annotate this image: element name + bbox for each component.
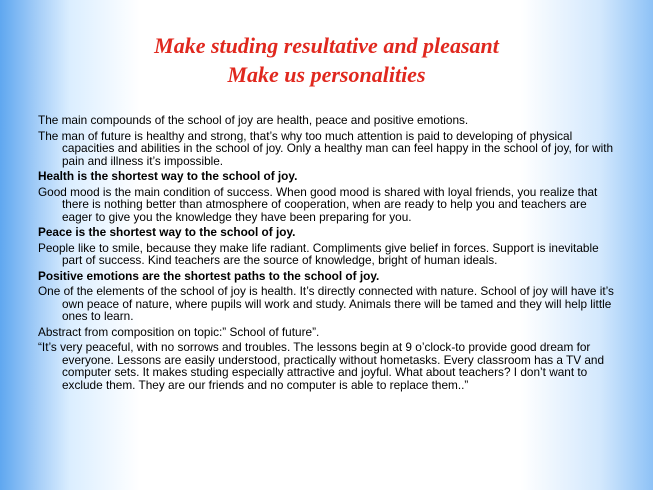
- slide-title: [0, 31, 653, 89]
- title-line-2: Make us personalities: [227, 62, 426, 87]
- quote-paragraph: “It’s very peaceful, with no sorrows and troubles. The lessons begin at 9 o’clock-to provide good dream for everyone. Lessons are easily understood, practically without hometasks. Every classroom has a TV and computer sets. It makes studing especially attractive and joyful. What about teachers? I don’t want to exclude them. They are our friends and no computer is able to replace them..”: [38, 340, 605, 392]
- section-heading: Positive emotions are the shortest paths to the school of joy.: [38, 268, 380, 283]
- section-heading: Peace is the shortest way to the school of joy.: [38, 225, 296, 239]
- title-line-1: Make studing resultative and pleasant: [154, 33, 499, 58]
- paragraph: Good mood is the main condition of success. When good mood is shared with loyal friends, you realize that there is nothing better than atmosphere of cooperation, when are ready to help you and teachers are eager to give you the knowledge they have been preparing for you.: [38, 184, 598, 224]
- paragraph: Abstract from composition on topic:” School of future”.: [38, 324, 320, 339]
- paragraph: People like to smile, because they make life radiant. Compliments give belief in forces. Support is inevitable part of success. Kind teachers are the source of knowledge, bright of human ideals.: [38, 240, 599, 267]
- slide-body: [38, 114, 616, 394]
- paragraph: One of the elements of the school of joy is health. It’s directly connected with nature. School of joy will have it’s own peace of nature, where pupils will work and study. Animals there will be tamed and they will help little ones to learn.: [38, 284, 614, 323]
- paragraph: The man of future is healthy and strong, that’s why too much attention is paid to developing of physical capacities and abilities in the school of joy. Only a healthy man can feel happy in the school of joy, for with pain and illness it’s impossible.: [38, 128, 614, 168]
- section-heading: Health is the shortest way to the school of joy.: [38, 169, 298, 183]
- paragraph: The main compounds of the school of joy are health, peace and positive emotions.: [38, 113, 469, 127]
